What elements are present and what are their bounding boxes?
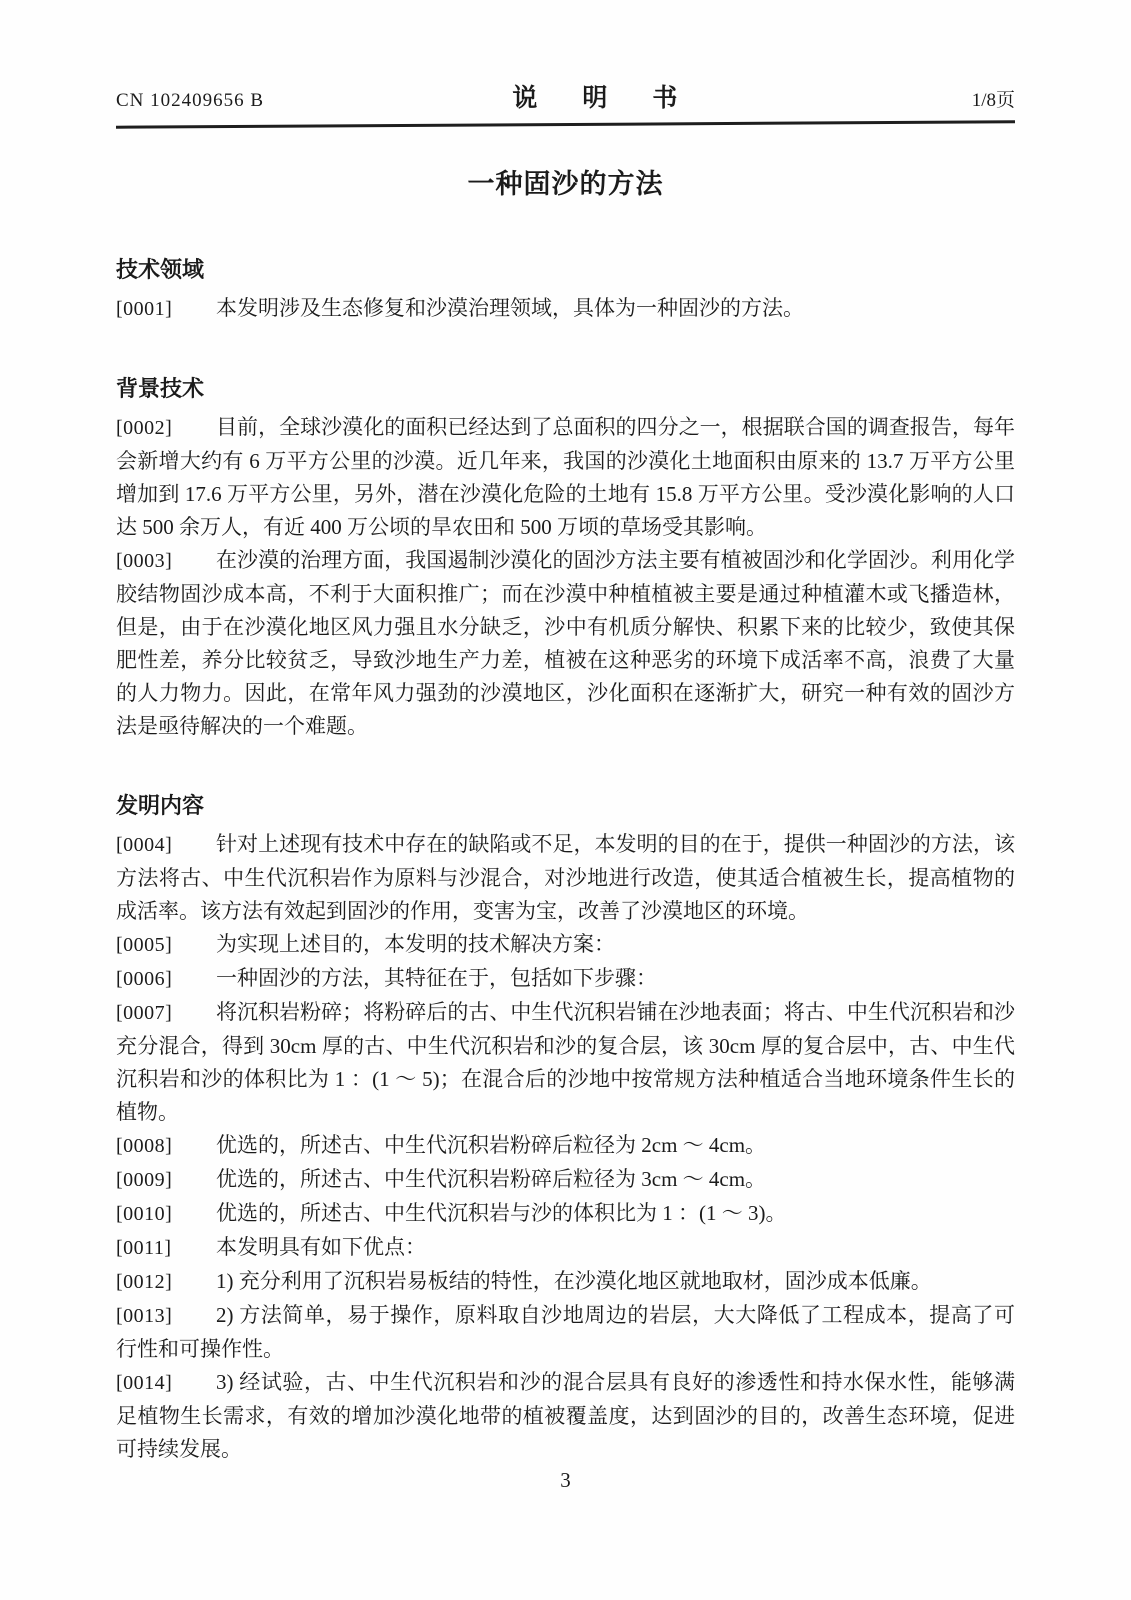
paragraph-tag: [0006] [116, 968, 173, 990]
paragraph-tag: [0007] [116, 1002, 173, 1024]
paragraph-text: 本发明涉及生态修复和沙漠治理领域，具体为一种固沙的方法。 [216, 296, 804, 320]
paragraph-tag: [0014] [116, 1372, 173, 1394]
page-indicator: 1/8页 [971, 90, 1015, 111]
header-divider-rule [116, 120, 1015, 128]
paragraph-text: 1) 充分利用了沉积岩易板结的特性，在沙漠化地区就地取材，固沙成本低廉。 [216, 1269, 932, 1293]
paragraph-0002 [116, 411, 1015, 544]
paragraph-tag: [0010] [116, 1203, 173, 1225]
invention-title: 一种固沙的方法 [467, 169, 664, 199]
paragraph-0014 [116, 1366, 1015, 1466]
paragraph-text: 将沉积岩粉碎；将粉碎后的古、中生代沉积岩铺在沙地表面；将古、中生代沉积岩和沙充分混合，得到 30cm 厚的古、中生代沉积岩和沙的复合层，该 30cm 厚的复合层中，古、中生代沉积岩和沙的体积比为 1 ：(1 ～ 5)；在混合后的沙地中按常规方法种植适合当地环境条件生长的植物。 [116, 1000, 1015, 1124]
paragraph-0007 [116, 996, 1015, 1129]
paragraph-text: 在沙漠的治理方面，我国遏制沙漠化的固沙方法主要有植被固沙和化学固沙。利用化学胶结物固沙成本高，不利于大面积推广；而在沙漠中种植植被主要是通过种植灌木或飞播造林，但是，由于在沙漠化地区风力强且水分缺乏，沙中有机质分解快、积累下来的比较少，致使其保肥性差，养分比较贫乏，导致沙地生产力差，植被在这种恶劣的环境下成活率不高，浪费了大量的人力物力。因此，在常年风力强劲的沙漠地区，沙化面积在逐渐扩大，研究一种有效的固沙方法是亟待解决的一个难题。 [116, 548, 1015, 738]
paragraph-tag: [0008] [116, 1135, 173, 1157]
paragraph-tag: [0001] [116, 298, 173, 320]
paragraph-tag: [0003] [116, 550, 173, 572]
paragraph-tag: [0002] [116, 417, 173, 439]
paragraph-tag: [0009] [116, 1169, 173, 1191]
paragraph-text: 优选的，所述古、中生代沉积岩与沙的体积比为 1 ：(1 ～ 3)。 [216, 1201, 787, 1225]
paragraph-0005 [116, 928, 1015, 962]
paragraph-text: 目前，全球沙漠化的面积已经达到了总面积的四分之一，根据联合国的调查报告，每年会新增大约有 6 万平方公里的沙漠。近几年来，我国的沙漠化土地面积由原来的 13.7 万平方公里增加到 17.6 万平方公里，另外，潜在沙漠化危险的土地有 15.8 万平方公里。受沙漠化影响的人口达 500 余万人，有近 400 万公顷的旱农田和 500 万顷的草场受其影响。 [116, 415, 1015, 539]
paragraph-text: 优选的，所述古、中生代沉积岩粉碎后粒径为 3cm ～ 4cm。 [216, 1167, 767, 1191]
paragraph-text: 一种固沙的方法，其特征在于，包括如下步骤： [216, 966, 657, 990]
paragraph-0011 [116, 1231, 1015, 1265]
page-number: 3 [560, 1468, 571, 1492]
section-heading-invention-content: 发明内容 [116, 793, 205, 818]
paragraph-0004 [116, 828, 1015, 928]
paragraph-tag: [0012] [116, 1271, 173, 1293]
paragraph-text: 为实现上述目的，本发明的技术解决方案： [216, 932, 615, 956]
paragraph-tag: [0013] [116, 1305, 173, 1327]
paragraph-text: 本发明具有如下优点： [216, 1235, 426, 1259]
section-heading-background-art: 背景技术 [116, 376, 205, 401]
paragraph-0008 [116, 1129, 1015, 1163]
document-number: CN 102409656 B [116, 90, 265, 111]
page-footer [0, 1468, 1131, 1493]
paragraph-text: 优选的，所述古、中生代沉积岩粉碎后粒径为 2cm ～ 4cm。 [216, 1133, 767, 1157]
paragraph-tag: [0004] [116, 834, 173, 856]
paragraph-0012 [116, 1265, 1015, 1299]
paragraph-0001 [116, 292, 1015, 326]
document-type-title: 说 明 书 [512, 84, 688, 112]
page-header [116, 0, 1015, 114]
paragraph-text: 2) 方法简单，易于操作，原料取自沙地周边的岩层，大大降低了工程成本，提高了可行性和可操作性。 [116, 1303, 1015, 1361]
paragraph-tag: [0005] [116, 934, 173, 956]
paragraph-0009 [116, 1163, 1015, 1197]
paragraph-0013 [116, 1299, 1015, 1366]
paragraph-0010 [116, 1197, 1015, 1231]
paragraph-text: 3) 经试验，古、中生代沉积岩和沙的混合层具有良好的渗透性和持水保水性，能够满足植物生长需求，有效的增加沙漠化地带的植被覆盖度，达到固沙的目的，改善生态环境，促进可持续发展。 [116, 1370, 1015, 1461]
paragraph-tag: [0011] [116, 1237, 172, 1259]
paragraph-0006 [116, 962, 1015, 996]
section-heading-technical-field: 技术领域 [116, 257, 205, 282]
paragraph-0003 [116, 544, 1015, 743]
paragraph-text: 针对上述现有技术中存在的缺陷或不足，本发明的目的在于，提供一种固沙的方法，该方法将古、中生代沉积岩作为原料与沙混合，对沙地进行改造，使其适合植被生长，提高植物的成活率。该方法有效起到固沙的作用，变害为宝，改善了沙漠地区的环境。 [116, 832, 1015, 923]
